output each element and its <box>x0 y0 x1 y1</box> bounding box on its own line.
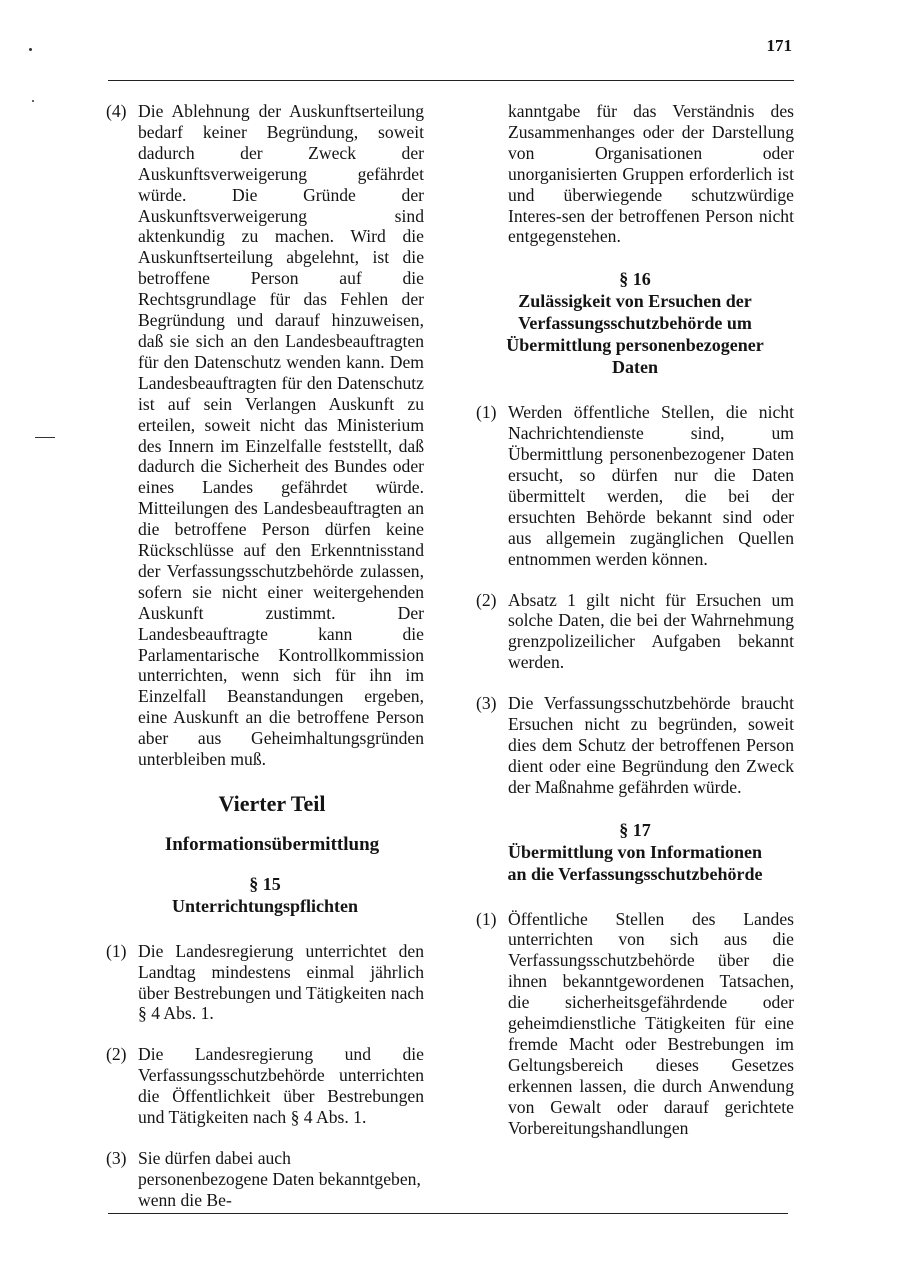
section-17-number: § 17 <box>619 819 651 840</box>
section-16-title: Zulässigkeit von Ersuchen der Verfassungsschutzbehörde um Übermittlung personenbezogener Daten <box>506 291 764 378</box>
scan-speck <box>35 437 55 438</box>
paragraph-text: Sie dürfen dabei auch personenbezogene Daten bekanntgeben, wenn die Be- <box>138 1147 421 1210</box>
section-16-paragraph-3 <box>476 693 794 798</box>
section-15-paragraph-3 <box>106 1148 424 1211</box>
section-17-title-line-2: an die Verfassungsschutzbehörde <box>507 863 763 884</box>
paragraph-continuation: kanntgabe für das Verständnis des Zusammenhanges oder der Darstellung von Organisationen oder unorganisierten Gruppen erforderlich ist und überwiegende schutzwürdige Interes-sen der betroffenen Person nicht entgegenstehen. <box>508 101 794 247</box>
paragraph-4 <box>106 101 424 770</box>
left-column <box>106 101 424 1211</box>
paragraph-number: (4) <box>106 101 127 121</box>
paragraph-text: Werden öffentliche Stellen, die nicht Nachrichtendienste sind, um Übermittlung personenbezogener Daten ersucht, so dürfen nur die Daten übermittelt werden, die bei der ersuchten Behörde bekannt sind oder aus allgemein zugänglichen Quellen entnommen werden können. <box>508 402 794 569</box>
section-15-number: § 15 <box>249 873 281 894</box>
paragraph-text: Die Verfassungsschutzbehörde braucht Ersuchen nicht zu begründen, soweit dies dem Schutz der betroffenen Person dient oder eine Begründung den Zweck der Maßnahme gefährden würde. <box>508 693 794 797</box>
paragraph-text: Öffentliche Stellen des Landes unterrichten von sich aus die Verfassungsschutzbehörde über die ihnen bekanntgewordenen Tatsachen, die sicherheitsgefährdende oder geheimdienstliche Tätigkeiten für eine fremde Macht oder Bestrebungen im Geltungsbereich dieses Gesetzes erkennen lassen, die durch Anwendung von Gewalt oder darauf gerichtete Vorbereitungshandlungen <box>508 908 794 1138</box>
footer-rule <box>108 1213 788 1214</box>
paragraph-number: (2) <box>476 589 497 610</box>
section-15-paragraph-2 <box>106 1044 424 1128</box>
part-subtitle: Informationsübermittlung <box>164 833 380 855</box>
paragraph-number: (3) <box>476 693 497 714</box>
section-16-paragraph-1 <box>476 402 794 569</box>
paragraph-number: (1) <box>476 908 497 929</box>
header-rule <box>108 80 794 81</box>
paragraph-number: (3) <box>106 1147 127 1168</box>
part-title: Vierter Teil <box>218 791 326 816</box>
paragraph-number: (1) <box>106 940 127 961</box>
section-17-title-line-1: Übermittlung von Informationen <box>507 841 762 862</box>
section-16-paragraph-2 <box>476 590 794 674</box>
section-15-paragraph-1 <box>106 941 424 1025</box>
paragraph-text: Die Landesregierung unterrichtet den Landtag mindestens einmal jährlich über Bestrebungen und Tätigkeiten nach § 4 Abs. 1. <box>138 940 424 1024</box>
right-column <box>476 101 794 1139</box>
scan-speck <box>32 100 34 102</box>
page-number: 171 <box>766 36 792 55</box>
paragraph-text: Die Landesregierung und die Verfassungsschutzbehörde unterrichten die Öffentlichkeit über Bestrebungen und Tätigkeiten nach § 4 Abs. 1. <box>138 1044 424 1128</box>
section-17-paragraph-1 <box>476 909 794 1139</box>
section-16-number: § 16 <box>619 269 651 290</box>
scan-speck <box>29 48 32 51</box>
paragraph-number: (2) <box>106 1044 127 1065</box>
paragraph-text: Die Ablehnung der Auskunftserteilung bedarf keiner Begründung, soweit dadurch der Zweck der Auskunftsverweigerung gefährdet würde. Die Gründe der Auskunftsverweigerung sind aktenkundig zu machen. Wird die Auskunftserteilung abgelehnt, ist die betroffene Person auf die Rechtsgrundlage für das Fehlen der Begründung und darauf hinzuweisen, daß sie sich an den Landesbeauftragten für den Datenschutz wenden kann. Dem Landesbeauftragten für den Datenschutz ist auf sein Verlangen Auskunft zu erteilen, soweit nicht das Ministerium des Innern im Einzelfalle feststellt, daß dadurch die Sicherheit des Bundes oder eines Landes gefährdet würde. Mitteilungen des Landesbeauftragten an die betroffene Person dürfen keine Rückschlüsse auf den Erkenntnisstand der Verfassungsschutzbehörde zulassen, sofern sie nicht einer weitergehenden Auskunft zustimmt. Der Landesbeauftragte kann die Parlamentarische Kontrollkommission unterrichten, wenn sich für ihn im Einzelfall Beanstandungen ergeben, eine Auskunft an die betroffene Person aber aus Geheimhaltungsgründen unterbleiben muß. <box>138 101 424 770</box>
paragraph-text: Absatz 1 gilt nicht für Ersuchen um solche Daten, die bei der Wahrnehmung grenzpolizeilicher Aufgaben bekannt werden. <box>508 589 794 673</box>
paragraph-number: (1) <box>476 402 497 423</box>
section-15-title: Unterrichtungspflichten <box>172 895 358 916</box>
